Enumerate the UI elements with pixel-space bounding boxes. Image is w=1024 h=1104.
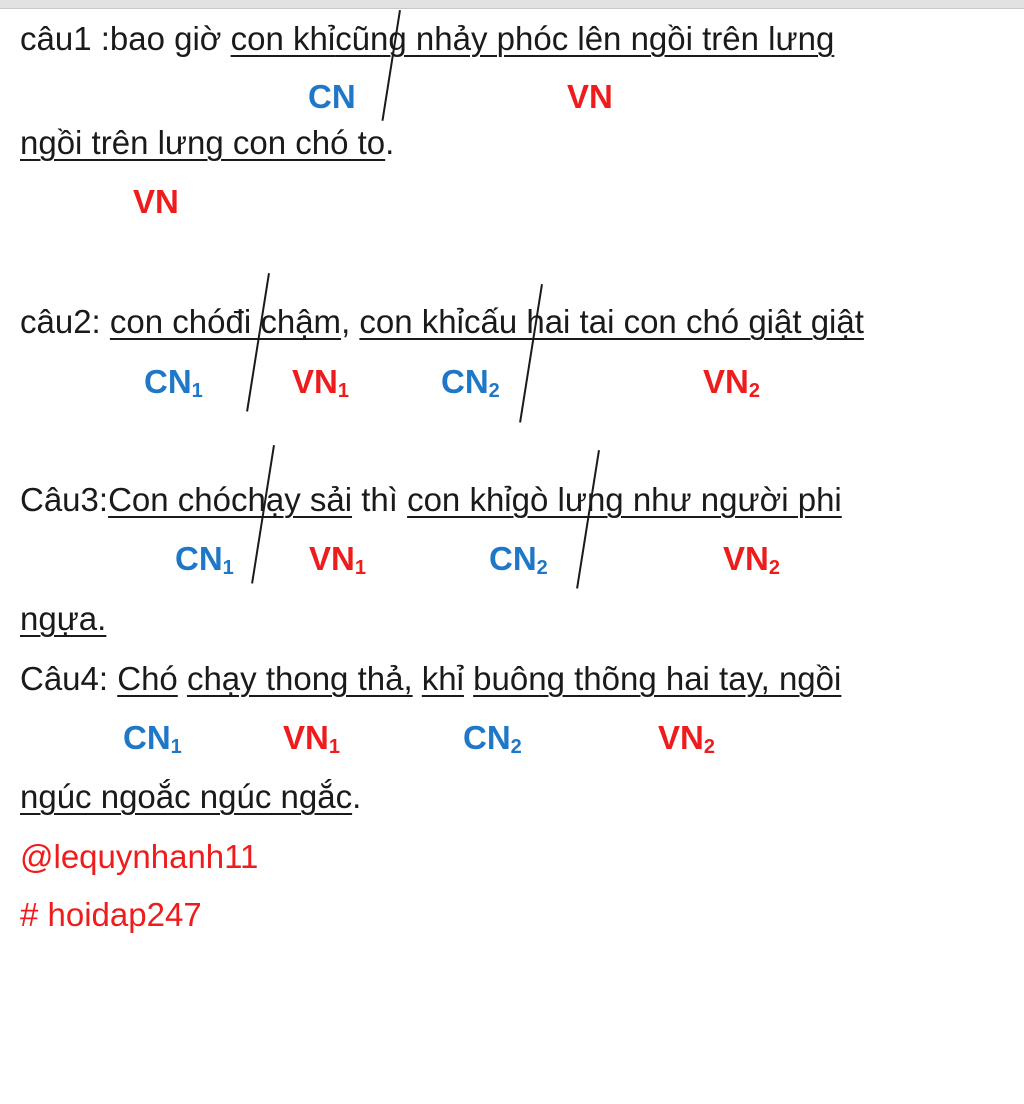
sentence-1-predicate: cũng nhảy phóc lên ngồi trên lưng (335, 20, 835, 57)
sentence-4-prefix: Câu4: (20, 660, 109, 697)
window-top-bar (0, 0, 1024, 9)
credit-username: @lequynhanh11 (20, 838, 259, 875)
sentence-3-subject-1: Con chó (108, 481, 231, 518)
sentence-1-vn-label: VN (567, 78, 613, 115)
sentence-3-line-2 (20, 600, 106, 638)
sentence-4-vn1-label: $VN_1$ (283, 719, 340, 758)
sentence-3-divider-2 (576, 450, 600, 589)
sentence-1-period: . (385, 124, 395, 161)
sentence-1-subject: con khỉ (230, 20, 336, 57)
sentence-4-cn2-label: $CN_2$ (463, 719, 522, 758)
sentence-2-cn1-label: $CN_1$ (144, 363, 203, 402)
sentence-4-line-2 (20, 778, 361, 816)
sentence-2-subject-2: con khỉ (359, 303, 464, 340)
sentence-3-prefix: Câu3: (20, 481, 109, 518)
sentence-3-vn2-label: $VN_2$ (723, 540, 780, 579)
sentence-2-comma: , (341, 303, 351, 340)
sentence-2-subject-1: con chó (109, 303, 226, 340)
sentence-3-conjunction: thì (352, 481, 408, 518)
sentence-1-prefix: câu1 :bao giờ (20, 20, 222, 57)
sentence-4-predicate-2: buông thõng hai tay, ngồi (473, 660, 842, 697)
sentence-3-predicate-1: chạy sải (230, 481, 353, 518)
sentence-1-predicate-cont: ngồi trên lưng con chó to (20, 124, 386, 161)
sentence-2-cn2-label: $CN_2$ (441, 363, 500, 402)
sentence-3-vn1-label: $VN_1$ (309, 540, 366, 579)
sentence-4-subject-2: khỉ (421, 660, 464, 697)
sentence-4-subject-1: Chó (117, 660, 178, 697)
sentence-2-predicate-2: cấu hai tai con chó giật giật (463, 303, 864, 340)
sentence-4-cn1-label: $CN_1$ (123, 719, 182, 758)
sentence-3-line-1 (20, 481, 842, 519)
sentence-2-vn2-label: $VN_2$ (703, 363, 760, 402)
sentence-4-predicate-cont: ngúc ngoắc ngúc ngắc (20, 778, 353, 815)
sentence-3-predicate-cont: ngựa. (20, 600, 107, 637)
sentence-2-predicate-1: đi chậm (225, 303, 342, 340)
sentence-3-subject-2: con khỉ (407, 481, 512, 518)
sentence-3-predicate-2: gò lưng như người phi (511, 481, 842, 518)
sentence-4-line-1 (20, 660, 841, 698)
sentence-4-period: . (352, 778, 362, 815)
sentence-2-vn1-label: $VN_1$ (292, 363, 349, 402)
sentence-2-prefix: câu2: (20, 303, 101, 340)
sentence-1-line-2 (20, 124, 394, 162)
sentence-3-cn1-label: $CN_1$ (175, 540, 234, 579)
sentence-4-vn2-label: $VN_2$ (658, 719, 715, 758)
sentence-1-vn-label-2: VN (133, 183, 179, 220)
credit-hashtag: # hoidap247 (20, 896, 202, 933)
sentence-1-cn-label: CN (308, 78, 356, 115)
sentence-2-divider-1 (246, 273, 270, 412)
sentence-3-cn2-label: $CN_2$ (489, 540, 548, 579)
sentence-1-line-1 (20, 20, 834, 58)
sentence-4-predicate-1: chạy thong thả, (186, 660, 413, 697)
sentence-2-line-1 (20, 303, 864, 341)
